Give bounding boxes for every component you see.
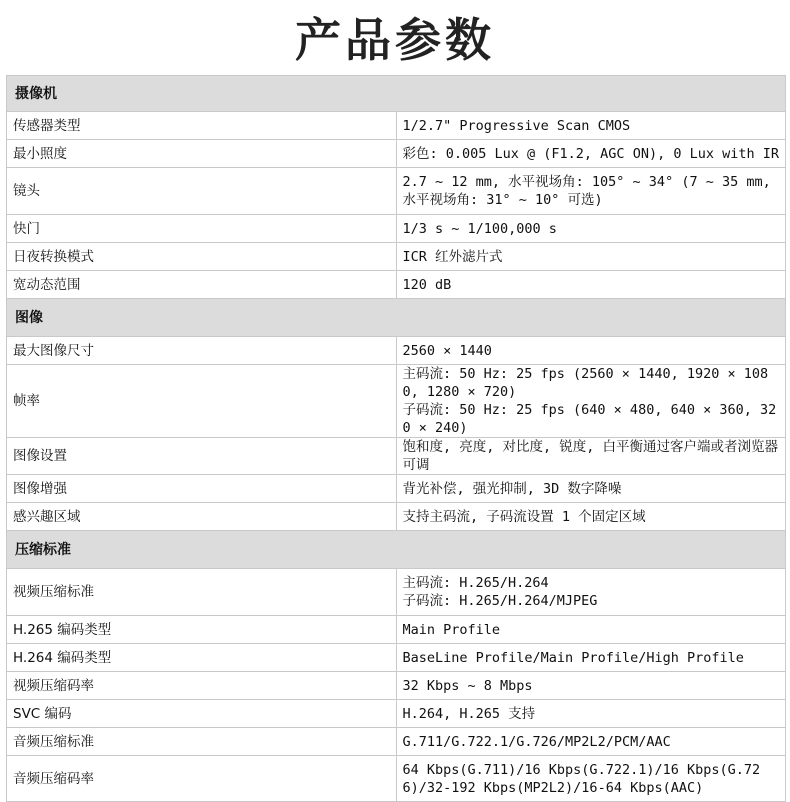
- row-label: 帧率: [7, 365, 397, 438]
- table-row: [7, 644, 786, 672]
- row-value: 饱和度, 亮度, 对比度, 锐度, 白平衡通过客户端或者浏览器可调: [396, 438, 786, 475]
- table-row: [7, 271, 786, 299]
- section-header-row: [7, 76, 786, 112]
- row-value: 彩色: 0.005 Lux @ (F1.2, AGC ON), 0 Lux with IR: [396, 140, 786, 168]
- row-label: H.264 编码类型: [7, 644, 397, 672]
- row-label: 视频压缩标准: [7, 569, 397, 616]
- table-row: [7, 700, 786, 728]
- table-row: [7, 475, 786, 503]
- table-row: [7, 337, 786, 365]
- table-row: [7, 168, 786, 215]
- table-row: [7, 112, 786, 140]
- row-value: G.711/G.722.1/G.726/MP2L2/PCM/AAC: [396, 728, 786, 756]
- row-label: 最小照度: [7, 140, 397, 168]
- row-value-line: 主码流: H.265/H.264: [402, 575, 549, 591]
- table-row: [7, 215, 786, 243]
- row-value: H.264, H.265 支持: [396, 700, 786, 728]
- table-row: [7, 140, 786, 168]
- row-value: ICR 红外滤片式: [396, 243, 786, 271]
- table-row: [7, 365, 786, 438]
- row-label: 音频压缩标准: [7, 728, 397, 756]
- row-value: [396, 569, 786, 616]
- table-row: [7, 756, 786, 802]
- row-label: 图像设置: [7, 438, 397, 475]
- row-value: 32 Kbps ~ 8 Mbps: [396, 672, 786, 700]
- row-value-line: 主码流: 50 Hz: 25 fps (2560 × 1440, 1920 × 1080, 1280 × 720): [402, 366, 769, 400]
- table-row: [7, 672, 786, 700]
- table-row: [7, 728, 786, 756]
- row-value: 2560 × 1440: [396, 337, 786, 365]
- table-row: [7, 616, 786, 644]
- row-value: 1/3 s ~ 1/100,000 s: [396, 215, 786, 243]
- row-label: 传感器类型: [7, 112, 397, 140]
- section-header-row: [7, 531, 786, 569]
- row-label: 最大图像尺寸: [7, 337, 397, 365]
- section-header-row: [7, 299, 786, 337]
- row-label: 日夜转换模式: [7, 243, 397, 271]
- row-label: 图像增强: [7, 475, 397, 503]
- row-value: 120 dB: [396, 271, 786, 299]
- row-label: 宽动态范围: [7, 271, 397, 299]
- row-value: 支持主码流, 子码流设置 1 个固定区域: [396, 503, 786, 531]
- row-value: Main Profile: [396, 616, 786, 644]
- row-label: 感兴趣区域: [7, 503, 397, 531]
- section-header-image: 图像: [7, 299, 786, 337]
- row-label: 镜头: [7, 168, 397, 215]
- row-value: 64 Kbps(G.711)/16 Kbps(G.722.1)/16 Kbps(G.726)/32-192 Kbps(MP2L2)/16-64 Kbps(AAC): [396, 756, 786, 802]
- table-row: [7, 503, 786, 531]
- row-value-line: 子码流: H.265/H.264/MJPEG: [402, 593, 598, 609]
- row-value: 2.7 ~ 12 mm, 水平视场角: 105° ~ 34° (7 ~ 35 mm, 水平视场角: 31° ~ 10° 可选): [396, 168, 786, 215]
- table-row: [7, 569, 786, 616]
- row-label: 视频压缩码率: [7, 672, 397, 700]
- row-value-line: 子码流: 50 Hz: 25 fps (640 × 480, 640 × 360, 320 × 240): [402, 402, 777, 436]
- row-value: 1/2.7" Progressive Scan CMOS: [396, 112, 786, 140]
- section-header-compression: 压缩标准: [7, 531, 786, 569]
- spec-table: [6, 75, 786, 802]
- row-label: 快门: [7, 215, 397, 243]
- row-label: 音频压缩码率: [7, 756, 397, 802]
- table-row: [7, 243, 786, 271]
- row-value: BaseLine Profile/Main Profile/High Profile: [396, 644, 786, 672]
- row-value: 背光补偿, 强光抑制, 3D 数字降噪: [396, 475, 786, 503]
- row-label: H.265 编码类型: [7, 616, 397, 644]
- row-label: SVC 编码: [7, 700, 397, 728]
- row-value: [396, 365, 786, 438]
- page-title-area: [0, 0, 790, 72]
- page-title: 产品参数: [295, 13, 495, 67]
- section-header-camera: 摄像机: [7, 76, 786, 112]
- table-row: [7, 438, 786, 475]
